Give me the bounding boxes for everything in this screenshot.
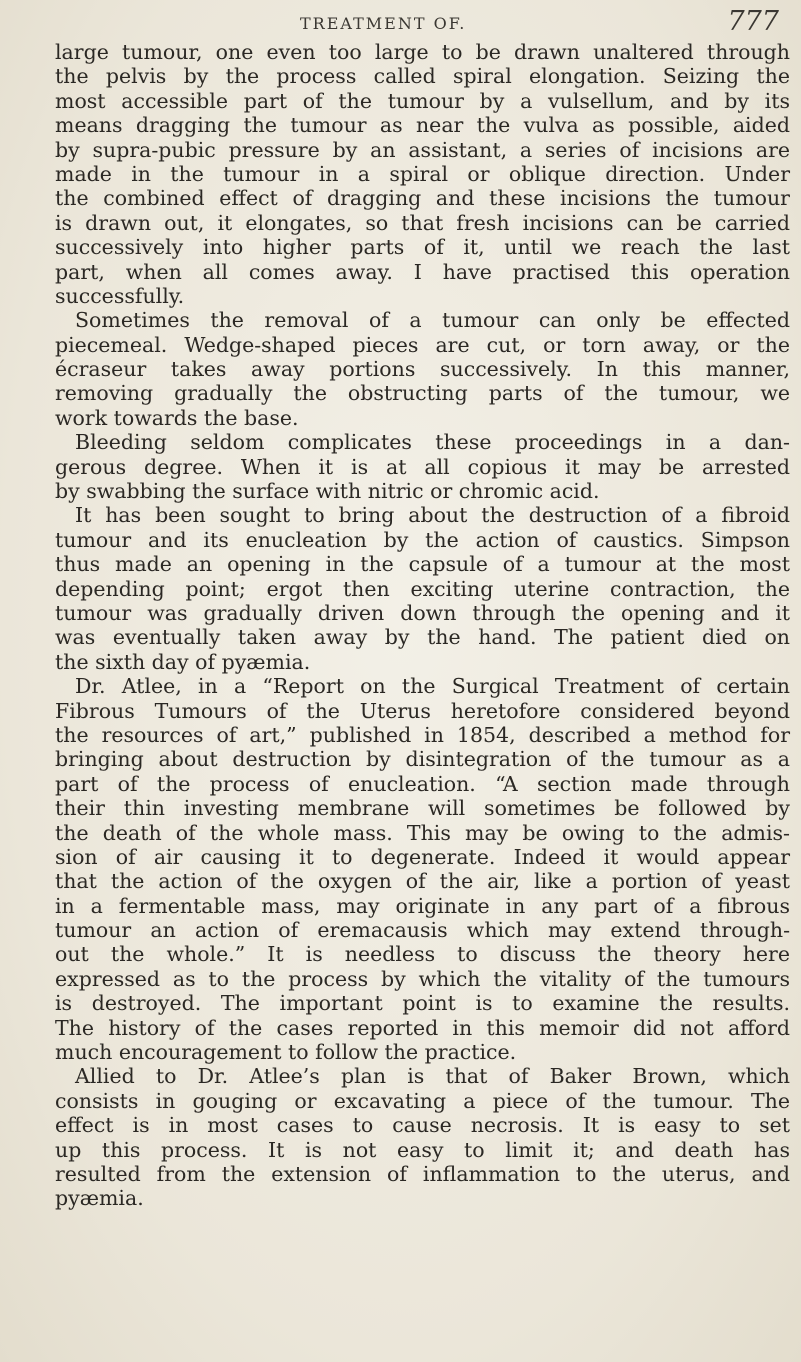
text-line: Sometimes the removal of a tumour can only be effected <box>75 308 790 333</box>
text-line: tumour an action of eremacausis which may extend through- <box>55 918 790 943</box>
text-line: part of the process of enucleation. “A section made through <box>55 771 790 796</box>
page-number: 777 <box>727 6 779 37</box>
text-line: The history of the cases reported in this memoir did not afford <box>55 1015 790 1040</box>
text-line: was eventually taken away by the hand. The patient died on <box>55 625 790 650</box>
text-line: écraseur takes away portions successively. In this manner, <box>55 357 790 382</box>
text-line: successively into higher parts of it, until we reach the last <box>55 235 790 260</box>
body-text <box>55 40 790 1211</box>
text-line: much encouragement to follow the practice. <box>55 1040 517 1065</box>
text-line: the resources of art,” published in 1854, described a method for <box>55 722 790 747</box>
running-head: TREATMENT OF. <box>300 14 467 33</box>
text-line: tumour and its enucleation by the action of caustics. Simpson <box>55 527 790 552</box>
text-line: in a fermentable mass, may originate in any part of a fibrous <box>55 893 790 918</box>
text-line: Allied to Dr. Atlee’s plan is that of Baker Brown, which <box>75 1064 790 1089</box>
text-line: removing gradually the obstructing parts of the tumour, we <box>55 381 790 406</box>
page-header <box>0 6 801 36</box>
text-line: depending point; ergot then exciting uterine contraction, the <box>55 576 790 601</box>
text-line: the death of the whole mass. This may be owing to the admis- <box>55 820 790 845</box>
text-line: means dragging the tumour as near the vulva as possible, aided <box>55 113 790 138</box>
text-line: successfully. <box>55 283 185 308</box>
text-line: the combined effect of dragging and these incisions the tumour <box>55 186 790 211</box>
text-line: most accessible part of the tumour by a vulsellum, and by its <box>55 88 790 113</box>
text-line: Dr. Atlee, in a “Report on the Surgical Treatment of certain <box>75 674 790 699</box>
text-line: bringing about destruction by disintegration of the tumour as a <box>55 747 790 772</box>
text-line: is drawn out, it elongates, so that fresh incisions can be carried <box>55 210 790 235</box>
text-line: It has been sought to bring about the destruction of a fibroid <box>75 503 790 528</box>
text-line: their thin investing membrane will sometimes be followed by <box>55 796 790 821</box>
text-line: sion of air causing it to degenerate. Indeed it would appear <box>55 844 790 869</box>
text-line: tumour was gradually driven down through the opening and it <box>55 600 790 625</box>
text-line: effect is in most cases to cause necrosis. It is easy to set <box>55 1113 790 1138</box>
text-line: part, when all comes away. I have practised this operation <box>55 259 790 284</box>
text-line: work towards the base. <box>55 405 299 430</box>
text-line: up this process. It is not easy to limit it; and death has <box>55 1137 790 1162</box>
text-line: the pelvis by the process called spiral elongation. Seizing the <box>55 64 790 89</box>
text-line: Fibrous Tumours of the Uterus heretofore considered beyond <box>55 698 790 723</box>
text-line: Bleeding seldom complicates these proceedings in a dan- <box>75 430 790 455</box>
text-line: thus made an opening in the capsule of a tumour at the most <box>55 552 790 577</box>
text-line: is destroyed. The important point is to examine the results. <box>55 991 790 1016</box>
text-line: piecemeal. Wedge-shaped pieces are cut, or torn away, or the <box>55 332 790 357</box>
text-line: the sixth day of pyæmia. <box>55 649 311 674</box>
text-line: made in the tumour in a spiral or oblique direction. Under <box>55 161 790 186</box>
text-line: pyæmia. <box>55 1186 144 1211</box>
text-line: by supra-pubic pressure by an assistant, a series of incisions are <box>55 137 790 162</box>
text-line: expressed as to the process by which the vitality of the tumours <box>55 966 790 991</box>
text-line: out the whole.” It is needless to discuss the theory here <box>55 942 790 967</box>
text-line: consists in gouging or excavating a piece of the tumour. The <box>55 1088 790 1113</box>
text-line: by swabbing the surface with nitric or chromic acid. <box>55 479 600 504</box>
text-line: gerous degree. When it is at all copious it may be arrested <box>55 454 790 479</box>
text-line: resulted from the extension of inflammation to the uterus, and <box>55 1161 790 1186</box>
text-line: that the action of the oxygen of the air, like a portion of yeast <box>55 869 790 894</box>
text-line: large tumour, one even too large to be drawn unaltered through <box>55 40 790 64</box>
